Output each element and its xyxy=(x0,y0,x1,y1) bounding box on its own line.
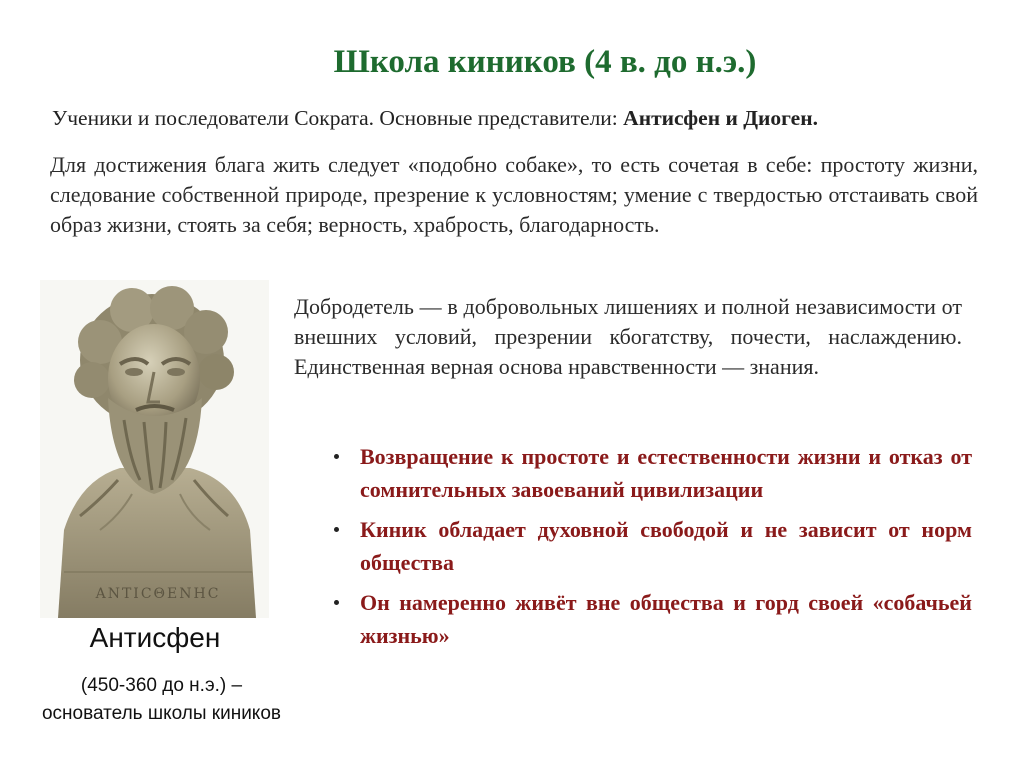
bullet-list xyxy=(334,440,972,659)
bullet-item xyxy=(334,586,972,652)
bullet-dot-icon xyxy=(334,600,339,605)
bullet-text: Он намеренно живёт вне общества и горд своей «собачьей жизнью» xyxy=(360,590,972,648)
slide-title: Школа киников (4 в. до н.э.) xyxy=(333,44,757,80)
paragraph-ideal-life: Для достижения блага жить следует «подобно собаке», то есть сочетая в себе: простоту жизни, следование собственной природе, презрение к условностям; умение с твердостью отстаивать свой образ жизни, стоять за себя; верность, храбрость, благодарность. xyxy=(50,152,978,237)
intro-line xyxy=(52,104,982,132)
intro-text: Ученики и последователи Сократа. Основные представители: xyxy=(52,106,624,130)
bullet-text: Киник обладает духовной свободой и не зависит от норм общества xyxy=(360,517,972,575)
bullet-dot-icon xyxy=(334,454,339,459)
bust-inscription: ΑΝΤΙϹΘΕΝΗϹ xyxy=(95,586,221,602)
bullet-dot-icon xyxy=(334,527,339,532)
paragraph-virtue: Добродетель — в добровольных лишениях и полной независимости от внешних условий, презрении кбогатству, почести, наслаждению. Единственная верная основа нравственности — знания. xyxy=(294,294,962,379)
portrait-name: Антисфен xyxy=(89,622,221,653)
bullet-text: Возвращение к простоте и естественности жизни и отказ от сомнительных завоеваний цивилизации xyxy=(360,444,972,502)
intro-bold-names: Антисфен и Диоген. xyxy=(623,106,818,130)
portrait-subtitle: (450-360 до н.э.) – основатель школы киников xyxy=(41,675,281,724)
bullet-item xyxy=(334,440,972,506)
antisthenes-bust-image xyxy=(40,280,269,618)
bullet-item xyxy=(334,513,972,579)
